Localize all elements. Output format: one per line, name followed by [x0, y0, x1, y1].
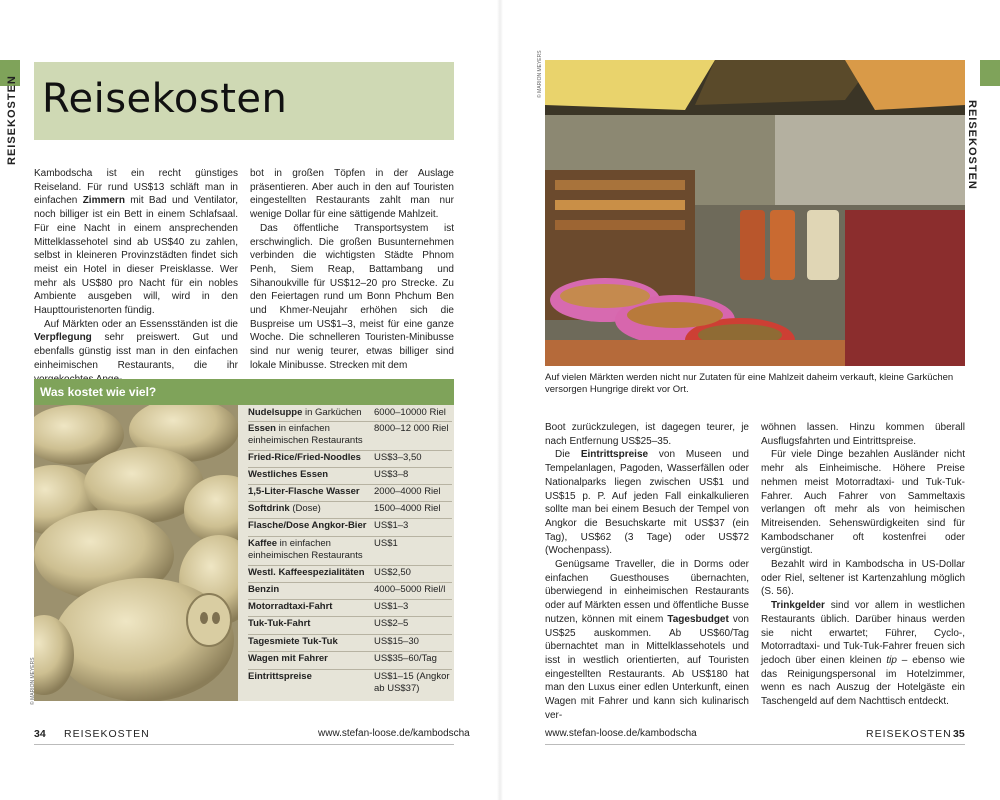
price-row: [248, 452, 452, 468]
price-value: US$15–30: [374, 636, 419, 647]
price-item: Softdrink (Dose): [248, 503, 321, 514]
price-item: Essen in einfachen einheimischen Restaurants: [248, 423, 363, 446]
price-row: [248, 486, 452, 502]
price-item: Tuk-Tuk-Fahrt: [248, 618, 311, 629]
text-column-1: Kambodscha ist ein recht günstiges Reiseland. Für rund US$13 schläft man in einfachen Zimmern mit Bad und Ventilator, noch billiger ist ein Bett in einem Schlafsaal. Für eine Nacht in einem ansprechenden Mittelklassehotel sind ab US$40 zu zahlen, selbst in kleineren Provinzstädten findet sich meist ein Hotel in dieser Preisklasse. Wer mehr als US$80 pro Nacht für ein nobles Ambiente ausgeben will, wird in den Haupttouristenorten fündig. Auf Märkten oder an Essensständen ist die Verpflegung sehr preiswert. Gut und ebenfalls günstig isst man in den einfachen einheimischen Restaurants, die ihr: [34, 168, 238, 371]
price-value: US$1–3: [374, 520, 409, 531]
price-row: [248, 423, 452, 451]
price-row: [248, 618, 452, 635]
piggy-bank-photo: [34, 405, 238, 701]
price-value: 1500–4000 Riel: [374, 503, 441, 514]
folio-url-right: www.stefan-loose.de/kambodscha: [545, 728, 697, 739]
price-row: [248, 636, 452, 652]
side-label-left: REISEKOSTEN: [6, 75, 18, 165]
price-value: US$35–60/Tag: [374, 653, 437, 664]
text-column-4: wöhnen lassen. Hinzu kommen überall Ausflugsfahrten und Eintrittspreise. Für viele Dinge bezahlen Ausländer nicht mehr als Einheimische. Höhere Preise nehmen meist Motorradtaxi- und Tuk-Tuk-Fahrer. Auch Fahrer von Sammeltaxis verlangen oft mehr als von heimischen Mitreisenden. Sehenswürdigkeiten sind für Kambodschaner oft kostenfrei oder vergünstigt. Bezahlt wird in Kambodscha in US-Dollar oder Riel, seltener ist Kartenzahlung möglich (S. 56). Trinkgelder sind vor allem in westlichen Restaurants üblich. Darüber hinaus werden sie nicht erwartet; Führer, Cyclo-, Motorradtaxi- und Tuk-Tuk-Fahrer freuen sich jedoch über einen kleinen tip – ebenso wie das Reinigungspersonal im Hotelzimmer, wenn es nach Auszug der Hotelgäste ein Taschengeld auf dem Nachttisch entdeckt.: [761, 422, 965, 708]
side-label-right: REISEKOSTEN: [966, 100, 978, 190]
price-box-header: [34, 379, 454, 405]
price-row: [248, 567, 452, 583]
folio-section-right: REISEKOSTEN: [866, 728, 952, 740]
price-value: 6000–10000 Riel: [374, 407, 446, 418]
price-value: 4000–5000 Riel/l: [374, 584, 446, 595]
price-row: [248, 520, 452, 537]
price-value: US$1: [374, 538, 398, 549]
photo-credit-right: © MARION MEYERS: [537, 50, 543, 98]
price-value: 8000–12 000 Riel: [374, 423, 449, 434]
price-value: US$2,50: [374, 567, 411, 578]
price-item: Kaffee in einfachen einheimischen Restaurants: [248, 538, 363, 561]
page-gutter: [497, 0, 503, 800]
text-column-3: Boot zurückzulegen, ist dagegen teurer, je nach Entfernung US$25–35. Die Eintrittspreise von Museen und Tempelanlagen, Pagoden, Wasserfällen oder Nationalparks liegen zwischen US$1 und US$15 p. P. Auf jeden Fall einkalkulieren sollte man bei einem Besuch der Tempel von Angkor die Besuchskarte mit US$37 (ein Tag), US$62 (3 Tage) oder US$72 (Wochenpass). Genügsame Traveller, die in Dorms oder einfachen Guesthouses übernachten, überwiegend in einheimischen Restaurants oder auf Märkten essen und öffentliche Busse nutzen, können mit einem Tagesbudget von US$25 auskommen. Ab US$60/Tag übernachtet man in Mittelklassehotels und isst in westlich orientierten, auf Touristen eingestellten Restaurants. Ab US$180 hat man den Luxus einer edlen Unterkunft, einen Wagen mit Fahrer und kann sich kulinarisch ver-: [545, 422, 749, 721]
folio-section-left: REISEKOSTEN: [64, 728, 150, 740]
price-item: 1,5-Liter-Flasche Wasser: [248, 486, 360, 497]
price-item: Westl. Kaffeespezialitäten: [248, 567, 365, 578]
photo-credit-left: © MARION MEYERS: [30, 657, 36, 705]
price-box-title: Was kostet wie viel?: [40, 385, 157, 399]
price-item: Motorradtaxi-Fahrt: [248, 601, 333, 612]
page-title: Reisekosten: [42, 76, 288, 122]
price-item: Wagen mit Fahrer: [248, 653, 328, 664]
price-item: Flasche/Dose Angkor-Bier: [248, 520, 367, 531]
price-row: [248, 407, 452, 422]
page-number-right: 35: [953, 728, 965, 740]
footer-rule-right: [545, 744, 965, 745]
price-row: [248, 671, 452, 699]
price-value: 2000–4000 Riel: [374, 486, 441, 497]
photo-caption: Auf vielen Märkten werden nicht nur Zutaten für eine Mahlzeit daheim verkauft, kleine Garküchen versorgen Hungrige direkt vor Ort.: [545, 372, 954, 395]
price-value: US$1–15 (Angkor ab US$37): [374, 671, 450, 694]
price-item: Westliches Essen: [248, 469, 329, 480]
price-item: Eintrittspreise: [248, 671, 312, 682]
price-row: [248, 584, 452, 600]
price-value: US$3–8: [374, 469, 409, 480]
price-row: [248, 469, 452, 485]
market-photo: [545, 60, 965, 366]
price-item: Nudelsuppe in Garküchen: [248, 407, 362, 418]
price-row: [248, 503, 452, 519]
price-item: Fried-Rice/Fried-Noodles: [248, 452, 361, 463]
price-row: [248, 538, 452, 566]
price-value: US$2–5: [374, 618, 409, 629]
folio-url-left: www.stefan-loose.de/kambodscha: [318, 728, 470, 739]
footer-rule-left: [34, 744, 454, 745]
price-row: [248, 653, 452, 670]
price-row: [248, 601, 452, 617]
page-number-left: 34: [34, 728, 46, 740]
price-item: Tagesmiete Tuk-Tuk: [248, 636, 338, 647]
price-value: US$1–3: [374, 601, 409, 612]
text-column-2: bot in großen Töpfen in der Auslage präsentieren. Aber auch in den auf Touristen eingestellten Restaurants zahlt man nur wenige Dollar für eine sättigende Mahlzeit. Das öffentliche Transportsystem ist erschwinglich. Die großen Busunternehmen verbinden die wichtigsten Städte Phnom Penh, Siem Reap, Battambang und Sihanoukville für US$12–20 pro Strecke. Zu den Feiertagen rund um Bonn Phchum Ben und Khmer-Neujahr erhöhen sich die Buspreise um US$1–3, meist für eine ganze Woche. Die schnelleren Touristen-Minibusse sind nur wenig teurer, etwas billiger sind lokale Minibusse. Strecken mit dem: [250, 168, 454, 371]
thumb-tab-right: [980, 60, 1000, 86]
price-item: Benzin: [248, 584, 280, 595]
price-value: US$3–3,50: [374, 452, 422, 463]
